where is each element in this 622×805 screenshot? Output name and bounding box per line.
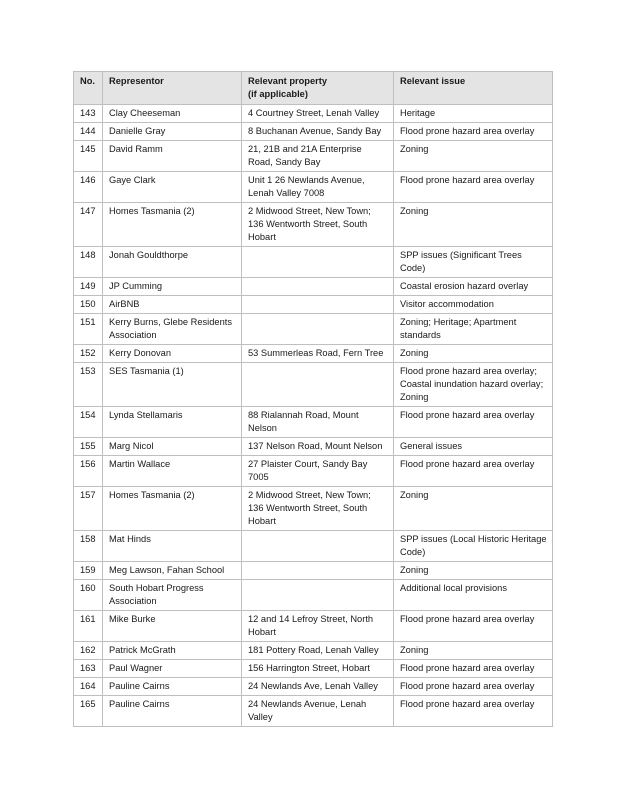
table-row bbox=[74, 531, 553, 562]
cell-property: 24 Newlands Avenue, Lenah Valley bbox=[242, 696, 394, 727]
cell-issue: Zoning bbox=[394, 562, 553, 580]
cell-issue: Zoning bbox=[394, 203, 553, 247]
cell-issue: Flood prone hazard area overlay bbox=[394, 456, 553, 487]
cell-issue: Flood prone hazard area overlay bbox=[394, 678, 553, 696]
cell-no: 143 bbox=[74, 105, 103, 123]
cell-property: 181 Pottery Road, Lenah Valley bbox=[242, 642, 394, 660]
cell-representor: SES Tasmania (1) bbox=[103, 363, 242, 407]
cell-property: 2 Midwood Street, New Town; 136 Wentworth Street, South Hobart bbox=[242, 487, 394, 531]
cell-issue: Additional local provisions bbox=[394, 580, 553, 611]
cell-no: 165 bbox=[74, 696, 103, 727]
cell-issue: Heritage bbox=[394, 105, 553, 123]
table-row bbox=[74, 456, 553, 487]
cell-representor: Danielle Gray bbox=[103, 123, 242, 141]
cell-issue: Flood prone hazard area overlay bbox=[394, 660, 553, 678]
table-row bbox=[74, 678, 553, 696]
cell-property: 24 Newlands Ave, Lenah Valley bbox=[242, 678, 394, 696]
representations-table bbox=[73, 71, 553, 727]
cell-representor: Patrick McGrath bbox=[103, 642, 242, 660]
cell-property: 137 Nelson Road, Mount Nelson bbox=[242, 438, 394, 456]
table-row bbox=[74, 345, 553, 363]
header-issue: Relevant issue bbox=[394, 72, 553, 105]
cell-property: 4 Courtney Street, Lenah Valley bbox=[242, 105, 394, 123]
table-body bbox=[74, 105, 553, 727]
cell-no: 155 bbox=[74, 438, 103, 456]
cell-no: 147 bbox=[74, 203, 103, 247]
cell-no: 163 bbox=[74, 660, 103, 678]
cell-representor: Jonah Gouldthorpe bbox=[103, 247, 242, 278]
cell-representor: Gaye Clark bbox=[103, 172, 242, 203]
cell-property: 53 Summerleas Road, Fern Tree bbox=[242, 345, 394, 363]
cell-property: Unit 1 26 Newlands Avenue, Lenah Valley 7008 bbox=[242, 172, 394, 203]
cell-representor: David Ramm bbox=[103, 141, 242, 172]
cell-issue: Zoning bbox=[394, 642, 553, 660]
cell-no: 146 bbox=[74, 172, 103, 203]
cell-representor: Pauline Cairns bbox=[103, 678, 242, 696]
cell-issue: Flood prone hazard area overlay bbox=[394, 696, 553, 727]
cell-no: 157 bbox=[74, 487, 103, 531]
cell-no: 144 bbox=[74, 123, 103, 141]
table-row bbox=[74, 487, 553, 531]
cell-property bbox=[242, 531, 394, 562]
cell-no: 145 bbox=[74, 141, 103, 172]
cell-no: 161 bbox=[74, 611, 103, 642]
cell-representor: South Hobart Progress Association bbox=[103, 580, 242, 611]
cell-no: 151 bbox=[74, 314, 103, 345]
table-row bbox=[74, 562, 553, 580]
cell-representor: Paul Wagner bbox=[103, 660, 242, 678]
cell-property: 2 Midwood Street, New Town; 136 Wentworth Street, South Hobart bbox=[242, 203, 394, 247]
cell-issue: SPP issues (Significant Trees Code) bbox=[394, 247, 553, 278]
header-property-line2: (if applicable) bbox=[248, 89, 308, 99]
cell-representor: JP Cumming bbox=[103, 278, 242, 296]
table-row bbox=[74, 141, 553, 172]
document-page bbox=[73, 71, 552, 727]
cell-no: 162 bbox=[74, 642, 103, 660]
cell-property bbox=[242, 247, 394, 278]
table-row bbox=[74, 247, 553, 278]
table-row bbox=[74, 611, 553, 642]
cell-representor: Mike Burke bbox=[103, 611, 242, 642]
cell-no: 154 bbox=[74, 407, 103, 438]
table-row bbox=[74, 105, 553, 123]
cell-property: 27 Plaister Court, Sandy Bay 7005 bbox=[242, 456, 394, 487]
cell-issue: Flood prone hazard area overlay bbox=[394, 123, 553, 141]
cell-property: 156 Harrington Street, Hobart bbox=[242, 660, 394, 678]
cell-representor: AirBNB bbox=[103, 296, 242, 314]
cell-representor: Clay Cheeseman bbox=[103, 105, 242, 123]
header-property bbox=[242, 72, 394, 105]
table-row bbox=[74, 314, 553, 345]
cell-representor: Kerry Donovan bbox=[103, 345, 242, 363]
cell-representor: Martin Wallace bbox=[103, 456, 242, 487]
cell-representor: Lynda Stellamaris bbox=[103, 407, 242, 438]
cell-issue: Zoning bbox=[394, 345, 553, 363]
cell-property bbox=[242, 580, 394, 611]
cell-no: 159 bbox=[74, 562, 103, 580]
cell-representor: Mat Hinds bbox=[103, 531, 242, 562]
table-header-row bbox=[74, 72, 553, 105]
cell-property bbox=[242, 363, 394, 407]
table-row bbox=[74, 696, 553, 727]
cell-no: 160 bbox=[74, 580, 103, 611]
cell-property bbox=[242, 562, 394, 580]
table-row bbox=[74, 278, 553, 296]
cell-issue: SPP issues (Local Historic Heritage Code) bbox=[394, 531, 553, 562]
cell-no: 153 bbox=[74, 363, 103, 407]
cell-issue: Zoning bbox=[394, 487, 553, 531]
cell-no: 148 bbox=[74, 247, 103, 278]
cell-no: 150 bbox=[74, 296, 103, 314]
table-row bbox=[74, 407, 553, 438]
cell-representor: Marg Nicol bbox=[103, 438, 242, 456]
table-row bbox=[74, 296, 553, 314]
cell-issue: General issues bbox=[394, 438, 553, 456]
cell-issue: Flood prone hazard area overlay bbox=[394, 407, 553, 438]
cell-property: 8 Buchanan Avenue, Sandy Bay bbox=[242, 123, 394, 141]
cell-issue: Flood prone hazard area overlay; Coastal inundation hazard overlay; Zoning bbox=[394, 363, 553, 407]
cell-representor: Kerry Burns, Glebe Residents Association bbox=[103, 314, 242, 345]
cell-issue: Zoning; Heritage; Apartment standards bbox=[394, 314, 553, 345]
cell-representor: Meg Lawson, Fahan School bbox=[103, 562, 242, 580]
table-row bbox=[74, 203, 553, 247]
cell-property bbox=[242, 278, 394, 296]
cell-issue: Flood prone hazard area overlay bbox=[394, 172, 553, 203]
table-row bbox=[74, 660, 553, 678]
cell-property bbox=[242, 296, 394, 314]
cell-no: 158 bbox=[74, 531, 103, 562]
cell-no: 164 bbox=[74, 678, 103, 696]
cell-property: 21, 21B and 21A Enterprise Road, Sandy Bay bbox=[242, 141, 394, 172]
table-row bbox=[74, 363, 553, 407]
cell-no: 156 bbox=[74, 456, 103, 487]
table-row bbox=[74, 172, 553, 203]
header-property-line1: Relevant property bbox=[248, 76, 328, 86]
cell-issue: Coastal erosion hazard overlay bbox=[394, 278, 553, 296]
cell-property bbox=[242, 314, 394, 345]
table-row bbox=[74, 438, 553, 456]
cell-representor: Homes Tasmania (2) bbox=[103, 487, 242, 531]
table-row bbox=[74, 123, 553, 141]
table-row bbox=[74, 642, 553, 660]
cell-issue: Zoning bbox=[394, 141, 553, 172]
cell-issue: Visitor accommodation bbox=[394, 296, 553, 314]
header-no: No. bbox=[74, 72, 103, 105]
cell-representor: Homes Tasmania (2) bbox=[103, 203, 242, 247]
header-representor: Representor bbox=[103, 72, 242, 105]
cell-representor: Pauline Cairns bbox=[103, 696, 242, 727]
cell-issue: Flood prone hazard area overlay bbox=[394, 611, 553, 642]
cell-property: 12 and 14 Lefroy Street, North Hobart bbox=[242, 611, 394, 642]
cell-no: 149 bbox=[74, 278, 103, 296]
table-row bbox=[74, 580, 553, 611]
cell-no: 152 bbox=[74, 345, 103, 363]
cell-property: 88 Rialannah Road, Mount Nelson bbox=[242, 407, 394, 438]
